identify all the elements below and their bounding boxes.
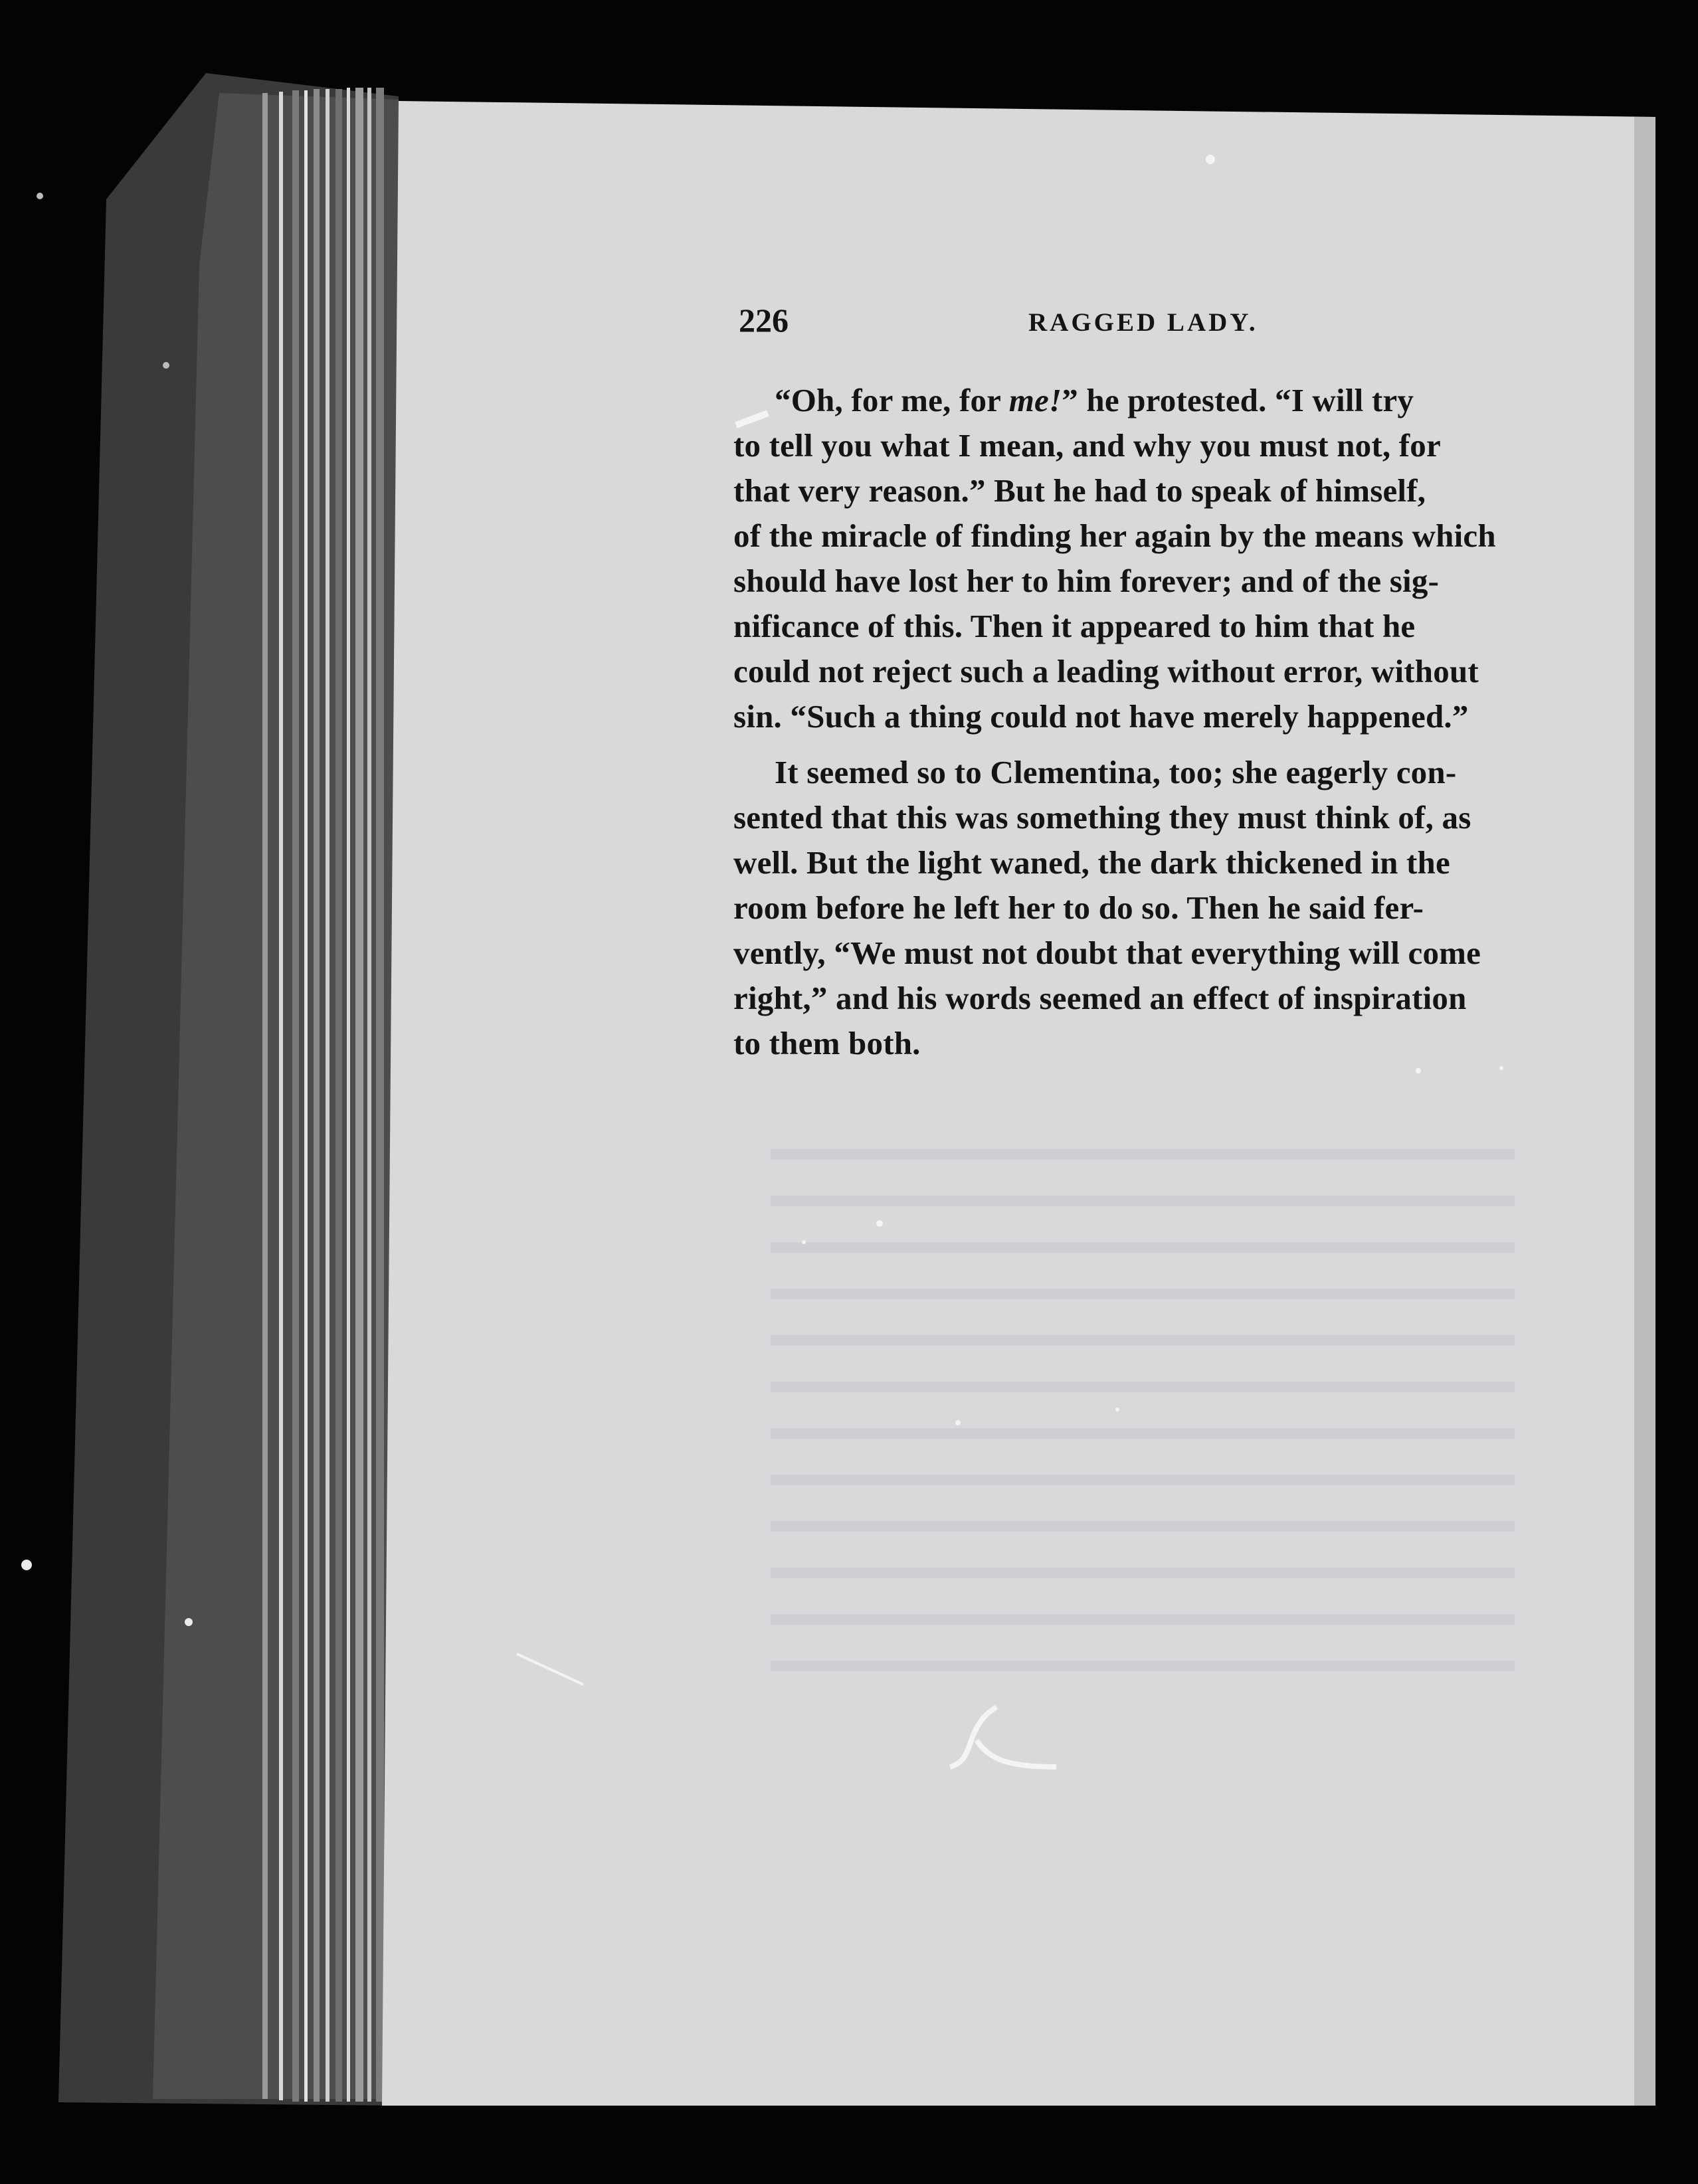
text-line: sin. “Such a thing could not have merely happened.” xyxy=(733,698,1469,735)
text-line: It seemed so to Clementina, too; she eagerly con- xyxy=(775,754,1457,790)
text-line: of the miracle of finding her again by the means which xyxy=(733,517,1496,554)
text-line: that very reason.” But he had to speak of himself, xyxy=(733,472,1426,509)
text-line: “Oh, for me, for me!” he protested. “I will try xyxy=(775,382,1414,418)
text-line: well. But the light waned, the dark thickened in the xyxy=(733,844,1450,881)
text-line: to them both. xyxy=(733,1025,921,1061)
text-line: could not reject such a leading without error, without xyxy=(733,653,1479,689)
running-head: RAGGED LADY. xyxy=(1028,308,1258,337)
text-line: sented that this was something they must think of, as xyxy=(733,799,1471,836)
text-line: room before he left her to do so. Then he said fer- xyxy=(733,889,1424,926)
text-line: vently, “We must not doubt that everything will come xyxy=(733,935,1481,971)
text-line: should have lost her to him forever; and of the sig- xyxy=(733,563,1440,599)
text-line: nificance of this. Then it appeared to him that he xyxy=(733,608,1416,644)
text-line: to tell you what I mean, and why you must not, for xyxy=(733,427,1441,464)
page-number: 226 xyxy=(739,302,789,339)
text-line: right,” and his words seemed an effect of inspiration xyxy=(733,980,1467,1016)
